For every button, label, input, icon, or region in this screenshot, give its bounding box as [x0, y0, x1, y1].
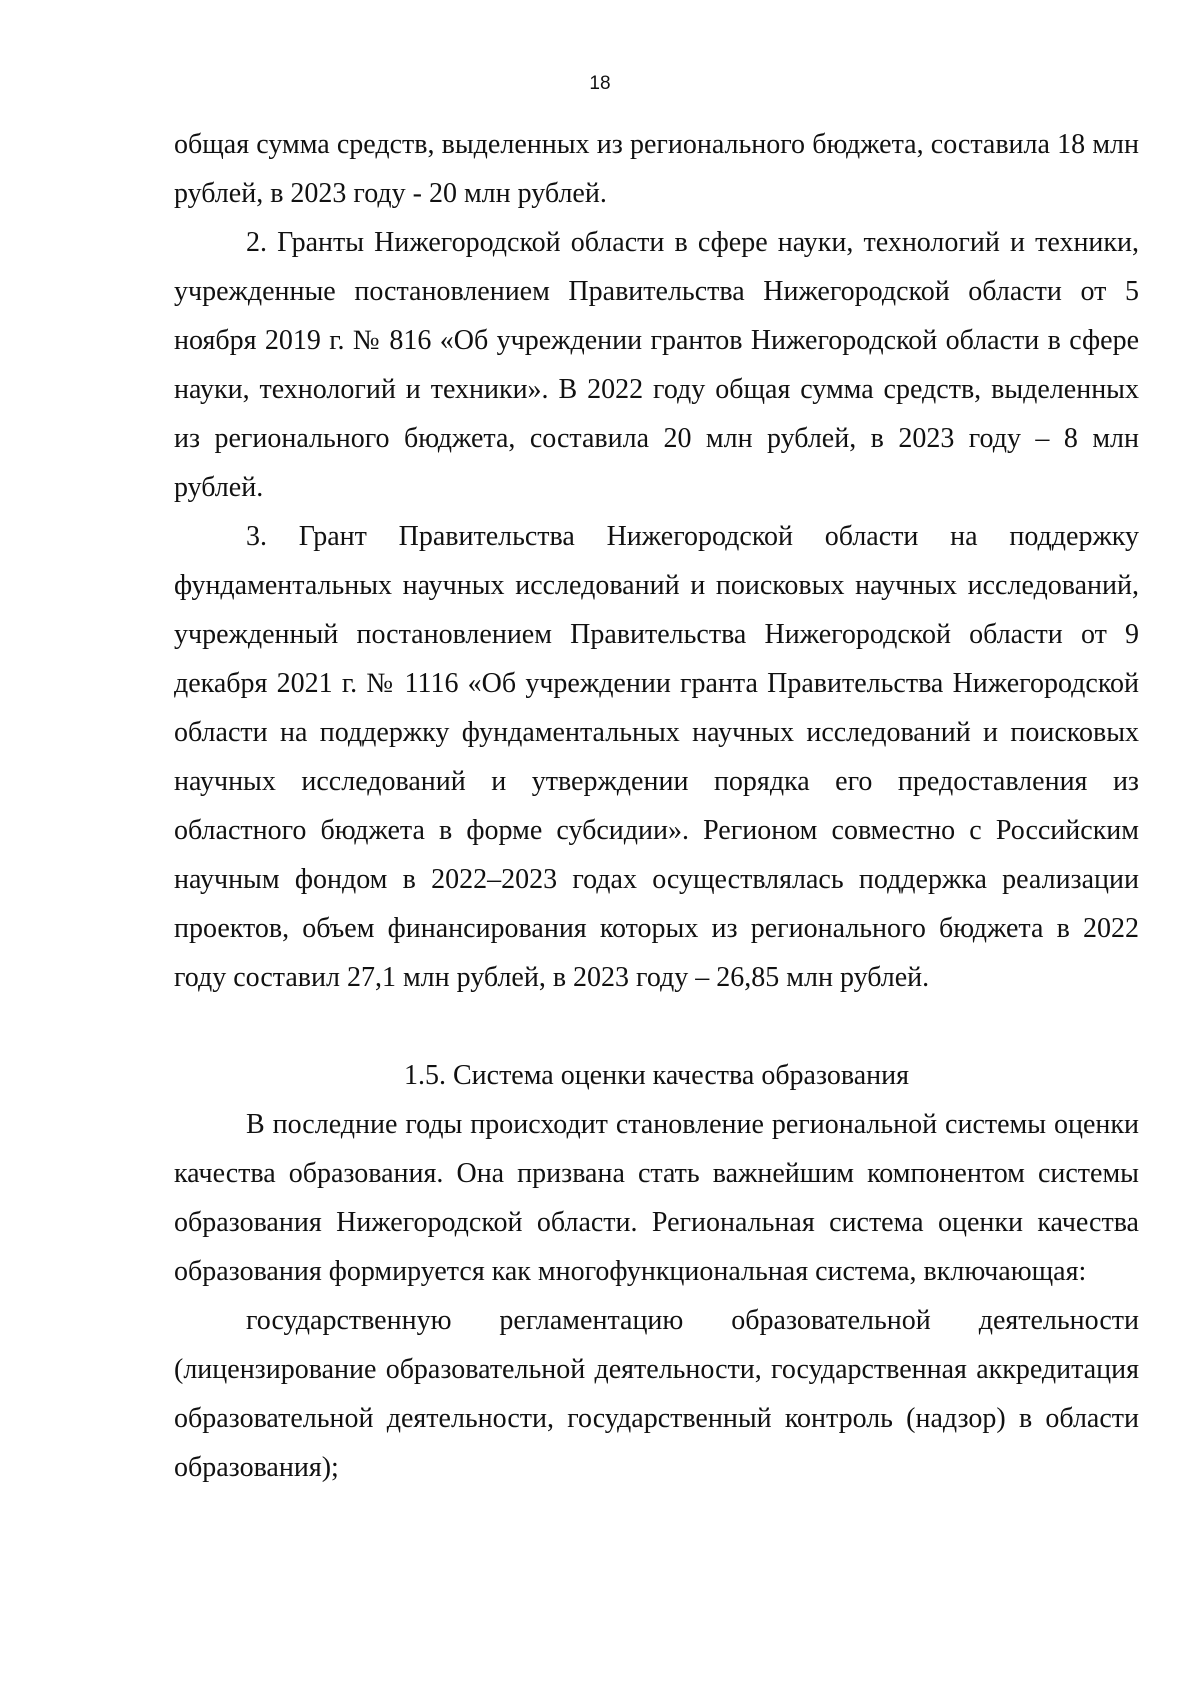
paragraph-grant-3: 3. Грант Правительства Нижегородской области на поддержку фундаментальных научных исследований и поисковых научных исследований, учрежденный постановлением Правительства Нижегородской области от 9 декабря 2021 г. № 1116 «Об учреждении гранта Правительства Нижегородской области на поддержку фундаментальных научных исследований и поисковых научных исследований и утверждении порядка его предоставления из областного бюджета в форме субсидии». Регионом совместно с Российским научным фондом в 2022–2023 годах осуществлялась поддержка реализации проектов, объем финансирования которых из регионального бюджета в 2022 году составил 27,1 млн рублей, в 2023 году – 26,85 млн рублей. [174, 521, 1139, 993]
document-body [174, 120, 1139, 1492]
paragraph-quality-system: В последние годы происходит становление региональной системы оценки качества образования. Она призвана стать важнейшим компонентом системы образования Нижегородской области. Региональная система оценки качества образования формируется как многофункциональная система, включающая: [174, 1109, 1139, 1287]
paragraph-state-regulation: государственную регламентацию образовательной деятельности (лицензирование образовательной деятельности, государственная аккредитация образовательной деятельности, государственный контроль (надзор) в области образования); [174, 1305, 1139, 1483]
paragraph-continuation: общая сумма средств, выделенных из регионального бюджета, составила 18 млн рублей, в 2023 году - 20 млн рублей. [174, 129, 1139, 209]
page-number: 18 [589, 73, 611, 94]
section-heading: 1.5. Система оценки качества образования [403, 1060, 910, 1091]
paragraph-grant-2: 2. Гранты Нижегородской области в сфере науки, технологий и техники, учрежденные постановлением Правительства Нижегородской области от 5 ноября 2019 г. № 816 «Об учреждении грантов Нижегородской области в сфере науки, технологий и техники». В 2022 году общая сумма средств, выделенных из регионального бюджета, составила 20 млн рублей, в 2023 году – 8 млн рублей. [174, 227, 1139, 503]
